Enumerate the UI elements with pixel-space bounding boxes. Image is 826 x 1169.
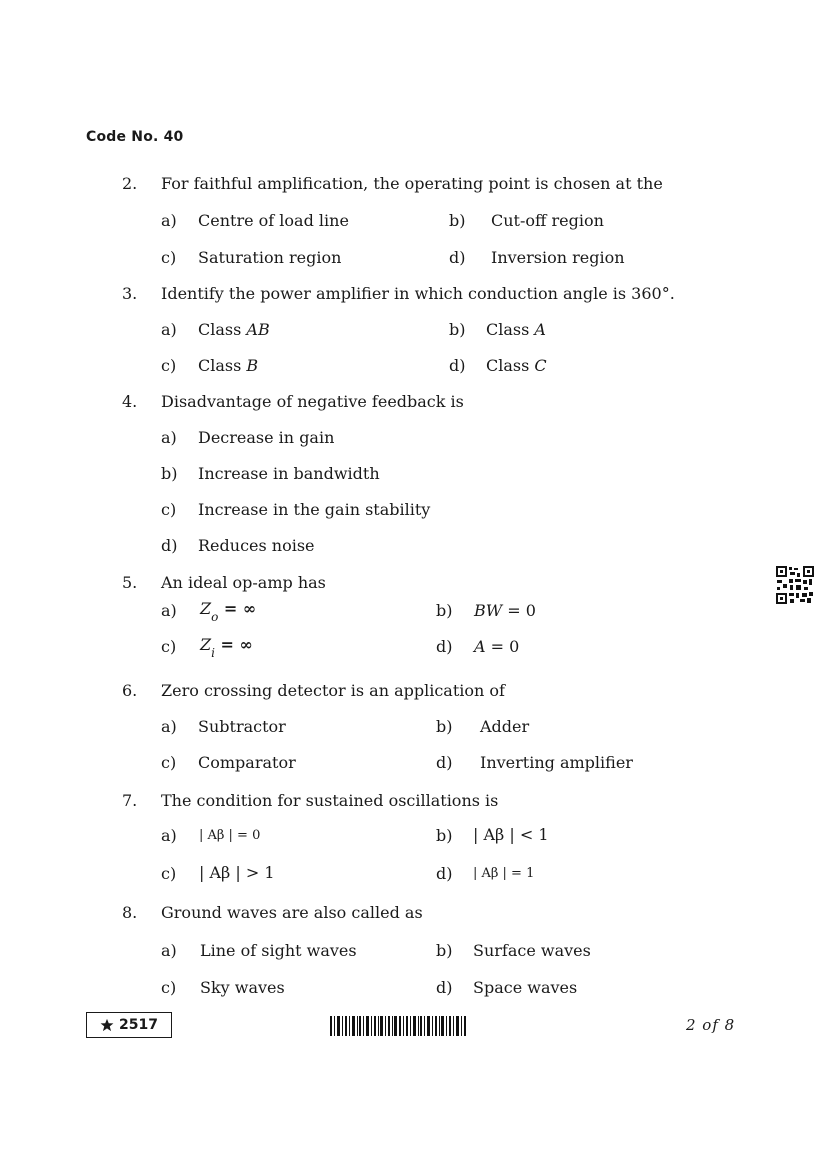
star-icon <box>100 1018 114 1032</box>
option-letter: a) <box>161 826 177 845</box>
option-letter: b) <box>161 464 178 483</box>
option-text: | Aβ | < 1 <box>473 825 549 844</box>
option-letter: d) <box>436 637 453 656</box>
option-text: Line of sight waves <box>200 941 357 960</box>
question-number: 5. <box>122 573 138 592</box>
option-variable: Z <box>200 599 212 618</box>
option-text: Reduces noise <box>198 536 315 555</box>
question-text: An ideal op-amp has <box>161 573 326 592</box>
question-text: Identify the power amplifier in which conduction angle is 360°. <box>161 284 675 303</box>
option-letter: d) <box>436 753 453 772</box>
option-variable: A <box>534 320 546 339</box>
option-text: Comparator <box>198 753 296 772</box>
option-text <box>474 637 519 656</box>
question-number: 4. <box>122 392 138 411</box>
option-letter: b) <box>436 717 453 736</box>
option-text: Sky waves <box>200 978 285 997</box>
option-letter: a) <box>161 428 177 447</box>
option-text: | Aβ | > 1 <box>199 863 275 882</box>
option-text: Subtractor <box>198 717 286 736</box>
question-number: 7. <box>122 791 138 810</box>
option-prefix: Class <box>198 356 247 375</box>
option-letter: a) <box>161 717 177 736</box>
option-prefix: Class <box>486 320 535 339</box>
option-text: Inversion region <box>491 248 625 267</box>
question-text: For faithful amplification, the operating point is chosen at the <box>161 174 663 193</box>
option-letter: a) <box>161 601 177 620</box>
option-rest: = 0 <box>502 601 536 620</box>
paper-code-box <box>86 1012 172 1038</box>
option-prefix: Class <box>198 320 247 339</box>
option-letter: d) <box>436 978 453 997</box>
option-text <box>200 635 253 660</box>
option-letter: b) <box>436 941 453 960</box>
question-text: Zero crossing detector is an application of <box>161 681 505 700</box>
option-letter: a) <box>161 941 177 960</box>
option-text: Increase in the gain stability <box>198 500 431 519</box>
option-letter: d) <box>449 248 466 267</box>
option-rest: = ∞ <box>214 635 253 654</box>
option-variable: AB <box>246 320 270 339</box>
question-text: The condition for sustained oscillations is <box>161 791 499 810</box>
option-text: Space waves <box>473 978 578 997</box>
option-subscript: o <box>211 610 219 624</box>
option-letter: c) <box>161 978 177 997</box>
option-variable: BW <box>474 601 503 620</box>
option-text: Inverting amplifier <box>480 753 633 772</box>
option-text: | Aβ | = 1 <box>473 866 535 881</box>
question-number: 6. <box>122 681 138 700</box>
option-subscript: i <box>211 646 215 660</box>
option-variable: B <box>246 356 259 375</box>
option-letter: b) <box>436 826 453 845</box>
option-text: | Aβ | = 0 <box>199 828 261 843</box>
paper-code: 2517 <box>119 1017 158 1033</box>
option-text <box>474 601 536 620</box>
barcode-icon <box>330 1016 466 1036</box>
option-text <box>198 320 270 339</box>
qr-code-icon <box>776 566 814 604</box>
option-text <box>198 356 258 375</box>
option-letter: c) <box>161 637 177 656</box>
option-letter: b) <box>449 211 466 230</box>
option-variable: C <box>534 356 547 375</box>
option-rest: = 0 <box>485 637 520 656</box>
option-text: Adder <box>480 717 530 736</box>
option-letter: d) <box>449 356 466 375</box>
question-text: Disadvantage of negative feedback is <box>161 392 464 411</box>
option-text: Surface waves <box>473 941 591 960</box>
option-text <box>200 599 257 624</box>
option-prefix: Class <box>486 356 535 375</box>
option-letter: c) <box>161 864 177 883</box>
option-letter: c) <box>161 500 177 519</box>
option-letter: d) <box>436 864 453 883</box>
option-text: Centre of load line <box>198 211 349 230</box>
option-variable: A <box>474 637 486 656</box>
option-letter: d) <box>161 536 178 555</box>
option-variable: Z <box>200 635 212 654</box>
option-text <box>486 320 546 339</box>
option-text <box>486 356 547 375</box>
option-letter: c) <box>161 356 177 375</box>
option-letter: a) <box>161 211 177 230</box>
option-letter: b) <box>436 601 453 620</box>
question-number: 3. <box>122 284 138 303</box>
option-letter: b) <box>449 320 466 339</box>
option-letter: c) <box>161 248 177 267</box>
option-text: Saturation region <box>198 248 342 267</box>
option-text: Cut-off region <box>491 211 604 230</box>
question-text: Ground waves are also called as <box>161 903 423 922</box>
question-number: 2. <box>122 174 138 193</box>
page-number: 2 of 8 <box>686 1016 736 1034</box>
option-letter: c) <box>161 753 177 772</box>
option-text: Increase in bandwidth <box>198 464 380 483</box>
option-letter: a) <box>161 320 177 339</box>
code-number: Code No. 40 <box>86 129 184 145</box>
question-number: 8. <box>122 903 138 922</box>
option-text: Decrease in gain <box>198 428 335 447</box>
option-rest: = ∞ <box>218 599 257 618</box>
